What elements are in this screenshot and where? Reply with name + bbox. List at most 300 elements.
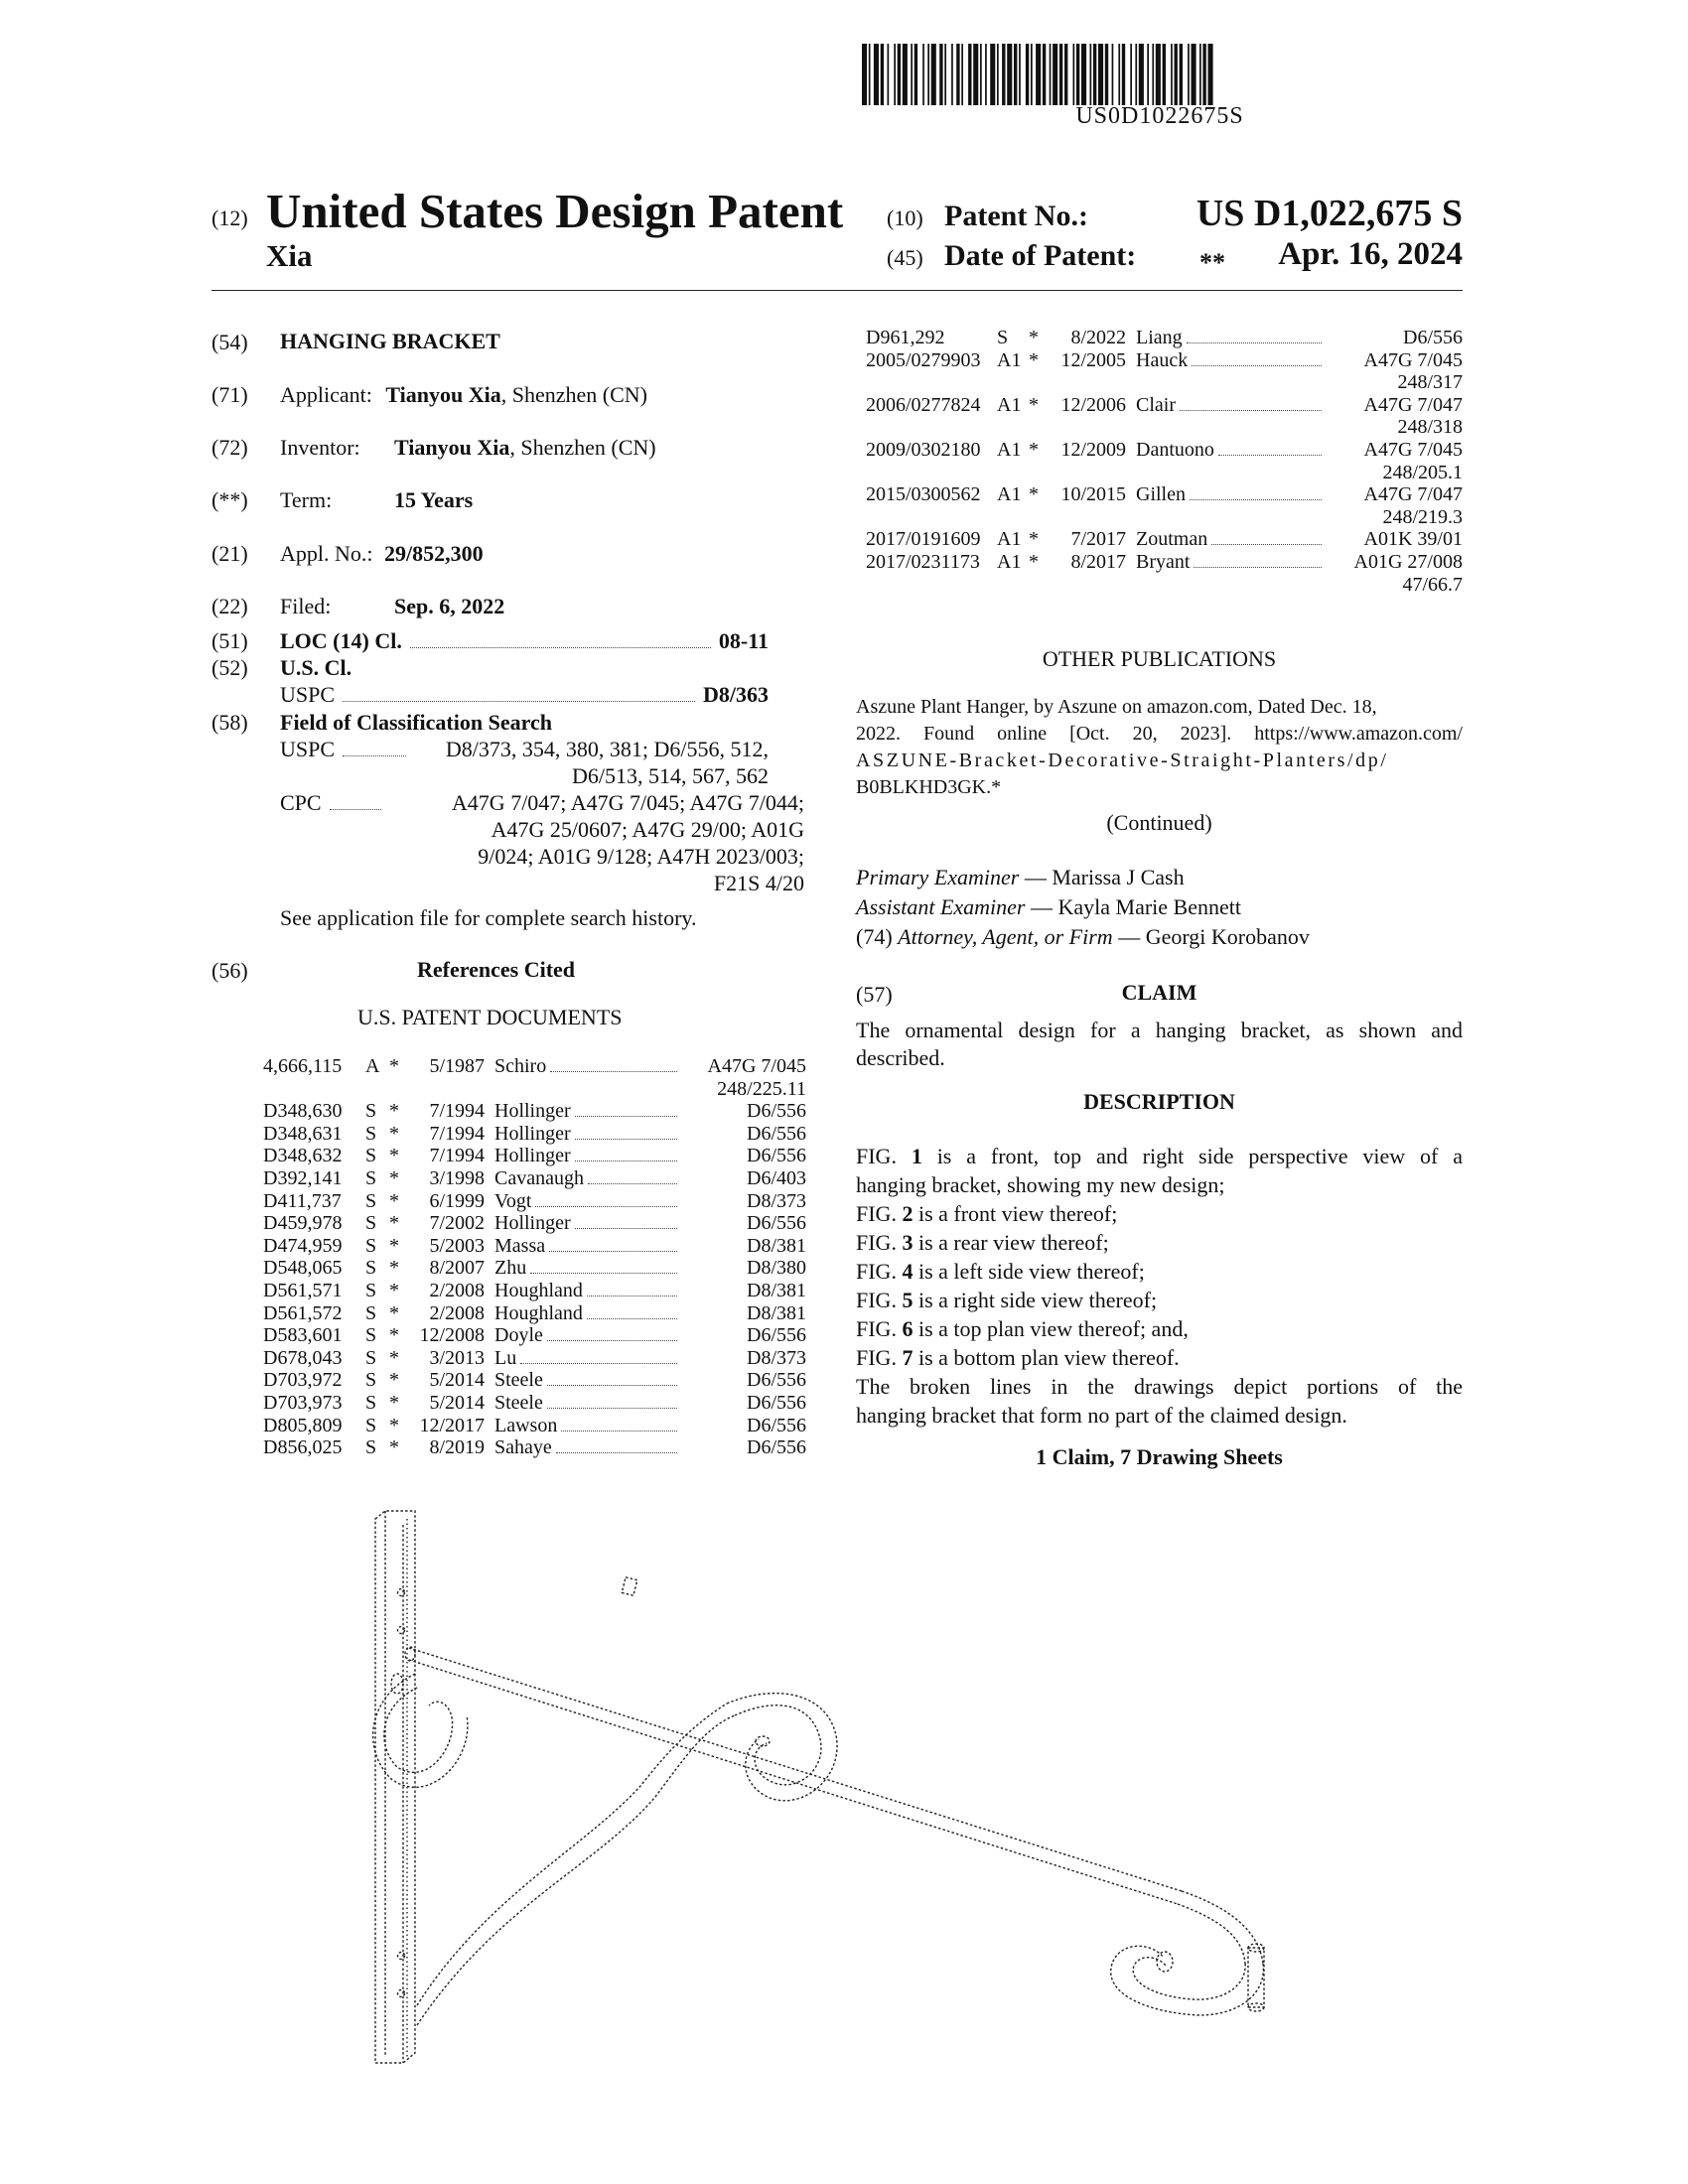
- ref-number: D474,959: [263, 1234, 343, 1257]
- barcode-bar: [894, 44, 896, 105]
- ref-name: Bryant: [1136, 550, 1191, 573]
- other-pubs-line: Aszune Plant Hanger, by Aszune on amazon.com, Dated Dec. 18,: [856, 696, 1377, 718]
- description-text: hanging bracket that form no part of the claimed design.: [856, 1403, 1347, 1428]
- scroll-brace: [373, 1577, 837, 2025]
- ref-name: Houghland: [494, 1301, 583, 1324]
- applicant-name: Tianyou Xia: [385, 382, 501, 407]
- fig-number: 6: [902, 1316, 914, 1341]
- ref-kind: S: [365, 1145, 377, 1167]
- claim-text: [856, 1017, 1463, 1072]
- ref-kind: S: [365, 1436, 377, 1459]
- ref-number: 2015/0300562: [866, 483, 981, 506]
- barcode-bar: [1053, 44, 1057, 105]
- ref-star: *: [389, 1100, 399, 1123]
- fig-number: 5: [902, 1288, 914, 1312]
- reference-row-continued: [866, 506, 1463, 529]
- ref-star: *: [389, 1055, 399, 1077]
- ref-class: D6/403: [747, 1166, 806, 1189]
- ref-name-cell: [494, 1257, 681, 1280]
- loc-label: LOC (14) Cl.: [280, 628, 402, 653]
- ref-star: *: [389, 1234, 399, 1257]
- description-body: [856, 1142, 1463, 1430]
- ref-name: Liang: [1136, 327, 1183, 348]
- reference-row: [263, 1369, 806, 1392]
- hanging-bracket-drawing: [357, 1489, 1291, 2085]
- barcode-bar: [973, 44, 978, 105]
- barcode-bar: [862, 44, 867, 105]
- ref-name-cell: [494, 1235, 681, 1258]
- filed-label: Filed:: [280, 594, 332, 618]
- uscl-code: (52): [211, 655, 248, 680]
- ref-name-cell: [1136, 483, 1326, 506]
- ref-date: 5/2014: [429, 1391, 485, 1414]
- term-label: Term:: [280, 487, 333, 512]
- ref-name: Hollinger: [494, 1122, 571, 1145]
- barcode-bar: [1202, 44, 1205, 105]
- ref-star: *: [389, 1369, 399, 1392]
- barcode-bar: [1199, 44, 1201, 105]
- claim-code: (57): [856, 982, 893, 1007]
- barcode-bar: [1098, 44, 1103, 105]
- ref-kind: S: [365, 1212, 377, 1235]
- ref-date: 5/1987: [429, 1055, 485, 1077]
- ref-star: *: [1029, 393, 1039, 416]
- ref-name: Steele: [494, 1369, 543, 1392]
- ref-star: *: [389, 1324, 399, 1347]
- field-cpc-label: CPC: [280, 790, 322, 815]
- barcode-bar: [1112, 44, 1114, 105]
- ref-name-cell: [494, 1415, 681, 1437]
- ref-kind: S: [365, 1324, 377, 1347]
- other-pubs-line: B0BLKHD3GK.*: [856, 776, 1002, 798]
- reference-row: [866, 327, 1463, 349]
- ref-date: 6/1999: [429, 1189, 485, 1212]
- ref-name-cell: [494, 1212, 681, 1235]
- ref-date: 8/2019: [429, 1436, 485, 1459]
- barcode-bar: [1180, 44, 1183, 105]
- ref-number: D348,632: [263, 1145, 343, 1167]
- ref-star: *: [1029, 327, 1039, 348]
- reference-row: [866, 349, 1463, 372]
- ref-number: 2006/0277824: [866, 393, 981, 416]
- reference-row: [866, 528, 1463, 551]
- claims-summary: 1 Claim, 7 Drawing Sheets: [1036, 1444, 1283, 1469]
- ref-kind: S: [365, 1257, 377, 1280]
- barcode-bar: [1036, 44, 1041, 105]
- barcode-bar: [1081, 44, 1086, 105]
- ref-kind: S: [365, 1346, 377, 1369]
- field-note: See application file for complete search history.: [280, 905, 697, 930]
- ref-star: *: [389, 1301, 399, 1324]
- assistant-examiner-label: Assistant Examiner: [856, 894, 1026, 919]
- description-line: [856, 1372, 1463, 1401]
- ref-kind: A: [365, 1055, 380, 1077]
- ref-name-cell: [494, 1369, 681, 1392]
- ref-number: D961,292: [866, 327, 945, 348]
- reference-row-continued: [866, 462, 1463, 484]
- ref-date: 2/2008: [429, 1301, 485, 1324]
- invention-title: HANGING BRACKET: [280, 329, 500, 353]
- ref-kind: S: [365, 1189, 377, 1212]
- claim-line: described.: [856, 1045, 945, 1070]
- fig-caption: is a front view thereof;: [913, 1201, 1118, 1226]
- ref-date: 5/2014: [429, 1369, 485, 1392]
- field-cpc-row: [280, 789, 804, 817]
- ref-class: D8/373: [747, 1189, 806, 1212]
- description-line: [856, 1228, 1463, 1257]
- field-label: Field of Classification Search: [280, 710, 552, 735]
- barcode-bar: [1135, 44, 1137, 105]
- ref-date: 7/2017: [1070, 528, 1126, 551]
- fig-prefix: FIG.: [856, 1345, 903, 1370]
- top-arm: [405, 1647, 1263, 1964]
- right-refs-table: [866, 327, 1463, 596]
- hook-end: [1111, 1944, 1264, 2015]
- ref-number: D561,571: [263, 1279, 343, 1301]
- attorney-label: Attorney, Agent, or Firm: [898, 924, 1113, 949]
- fig-prefix: FIG.: [856, 1201, 903, 1226]
- barcode-bar: [1105, 44, 1108, 105]
- barcode-bar: [881, 44, 884, 105]
- ref-name: Sahaye: [494, 1436, 552, 1459]
- patent-no-label: Patent No.:: [944, 200, 1088, 232]
- description-text: hanging bracket, showing my new design;: [856, 1172, 1225, 1197]
- barcode-bar: [1076, 44, 1079, 105]
- reference-row: [263, 1055, 806, 1078]
- ref-date: 7/1994: [429, 1145, 485, 1167]
- barcode-bar: [903, 44, 908, 105]
- barcode-bar: [1007, 44, 1012, 105]
- assistant-examiner-name: — Kayla Marie Bennett: [1031, 894, 1241, 919]
- ref-number: D703,973: [263, 1391, 343, 1414]
- barcode-bar: [1152, 44, 1154, 105]
- ref-star: *: [389, 1145, 399, 1167]
- ref-class: D6/556: [747, 1414, 806, 1436]
- ref-name: Hauck: [1136, 348, 1189, 371]
- ref-name-cell: [494, 1436, 681, 1459]
- ref-class: A47G 7/045: [707, 1055, 806, 1077]
- inventor-surname: Xia: [266, 238, 313, 273]
- ref-name-cell: [494, 1324, 681, 1347]
- ref-name: Schiro: [494, 1055, 547, 1077]
- reference-row: [263, 1123, 806, 1146]
- ref-kind: S: [365, 1122, 377, 1145]
- reference-row: [263, 1190, 806, 1213]
- ref-date: 2/2008: [429, 1279, 485, 1301]
- field-uspc-2: D6/513, 514, 567, 562: [572, 763, 769, 788]
- reference-row: [263, 1280, 806, 1302]
- ref-date: 8/2007: [429, 1257, 485, 1280]
- ref-number: 2009/0302180: [866, 438, 981, 461]
- fig-prefix: FIG.: [856, 1316, 903, 1341]
- barcode-bar: [1093, 44, 1096, 105]
- ref-star: *: [389, 1212, 399, 1235]
- ref-class-secondary: 248/205.1: [1382, 461, 1463, 483]
- ref-name: Zoutman: [1136, 528, 1208, 551]
- description-line: [856, 1286, 1463, 1314]
- barcode-bar: [888, 44, 890, 105]
- inventor-row: [394, 434, 656, 462]
- reference-row: [866, 551, 1463, 574]
- ref-class: D6/556: [747, 1100, 806, 1123]
- reference-row: [263, 1324, 806, 1347]
- barcode-bar: [898, 44, 901, 105]
- refs-code: (56): [211, 958, 248, 983]
- ref-star: *: [1029, 550, 1039, 573]
- ref-name-cell: [494, 1100, 681, 1123]
- ref-number: D805,809: [263, 1414, 343, 1436]
- ref-number: 2017/0231173: [866, 550, 980, 573]
- ref-name-cell: [1136, 394, 1326, 417]
- barcode-bar: [939, 44, 942, 105]
- barcode-bar: [951, 44, 953, 105]
- field-uspc-1: D8/373, 354, 380, 381; D6/556, 512,: [445, 737, 769, 761]
- ref-star: *: [389, 1166, 399, 1189]
- ref-kind: A1: [997, 550, 1022, 573]
- reference-row: [263, 1415, 806, 1437]
- ref-name: Houghland: [494, 1279, 583, 1301]
- ref-kind: S: [365, 1301, 377, 1324]
- uspc-row: [280, 681, 769, 709]
- ref-star: *: [389, 1414, 399, 1436]
- ref-name: Hollinger: [494, 1212, 571, 1235]
- loc-value: 08-11: [718, 628, 769, 653]
- ref-name-cell: [1136, 528, 1326, 551]
- ref-name: Clair: [1136, 393, 1176, 416]
- uspc-value: D8/363: [703, 682, 769, 707]
- ref-date: 7/1994: [429, 1100, 485, 1123]
- fig-prefix: FIG.: [856, 1230, 903, 1255]
- ref-class: A47G 7/045: [1363, 438, 1463, 461]
- barcode-bar: [985, 44, 987, 105]
- primary-examiner-label: Primary Examiner: [856, 865, 1020, 889]
- ref-date: 3/2013: [429, 1346, 485, 1369]
- field-cpc-1: A47G 7/047; A47G 7/045; A47G 7/044;: [451, 790, 804, 815]
- ref-class: A47G 7/047: [1363, 393, 1463, 416]
- field-code: (58): [211, 710, 248, 735]
- ref-number: D856,025: [263, 1436, 343, 1459]
- field-cpc-3: 9/024; A01G 9/128; A47H 2023/003;: [478, 844, 804, 869]
- barcode-bar: [911, 44, 913, 105]
- ref-star: *: [1029, 483, 1039, 506]
- fig-prefix: FIG.: [856, 1259, 903, 1284]
- applicant-code: (71): [211, 382, 248, 407]
- ref-number: D703,972: [263, 1369, 343, 1392]
- reference-row: [866, 394, 1463, 417]
- appl-row: [280, 540, 484, 568]
- reference-row: [263, 1257, 806, 1280]
- ref-star: *: [1029, 528, 1039, 551]
- fig-caption: is a top plan view thereof; and,: [913, 1316, 1189, 1341]
- barcode-bar: [997, 44, 999, 105]
- ref-class: D8/381: [747, 1301, 806, 1324]
- ref-kind: S: [365, 1369, 377, 1392]
- ref-number: 4,666,115: [263, 1055, 343, 1077]
- ref-class: D6/556: [747, 1369, 806, 1392]
- barcode-bar: [1171, 44, 1173, 105]
- ref-star: *: [389, 1346, 399, 1369]
- ref-name: Hollinger: [494, 1145, 571, 1167]
- ref-date: 12/2006: [1060, 393, 1126, 416]
- ref-date: 3/1998: [429, 1166, 485, 1189]
- refs-title: References Cited: [417, 957, 576, 982]
- ref-class: D6/556: [1403, 327, 1463, 348]
- loc-row: [280, 627, 769, 655]
- barcode-bar: [1002, 44, 1005, 105]
- ref-date: 12/2005: [1060, 348, 1126, 371]
- barcode-bar: [1122, 44, 1125, 105]
- ref-name: Vogt: [494, 1189, 532, 1212]
- reference-row: [263, 1392, 806, 1415]
- ref-class: A01K 39/01: [1363, 528, 1463, 551]
- ref-class-secondary: 248/317: [1397, 371, 1463, 394]
- reference-row-continued: [866, 574, 1463, 597]
- inventor-label: Inventor:: [280, 435, 360, 460]
- ref-class: D6/556: [747, 1436, 806, 1459]
- description-text: The broken lines in the drawings depict portions of the: [856, 1374, 1463, 1399]
- ref-star: *: [1029, 348, 1039, 371]
- barcode-bar: [922, 44, 924, 105]
- ref-number: D392,141: [263, 1166, 343, 1189]
- ref-name-cell: [494, 1280, 681, 1302]
- ref-date: 8/2022: [1070, 327, 1126, 348]
- reference-row: [263, 1235, 806, 1258]
- uscl-label: U.S. Cl.: [280, 655, 352, 680]
- us-patent-docs-table: [263, 1055, 806, 1459]
- ref-name-cell: [1136, 551, 1326, 574]
- ref-star: *: [389, 1279, 399, 1301]
- fig-caption: is a rear view thereof;: [913, 1230, 1109, 1255]
- ref-class: A47G 7/047: [1363, 483, 1463, 506]
- barcode-bar: [980, 44, 982, 105]
- other-pubs-line: ASZUNE-Bracket-Decorative-Straight-Planters/dp/: [856, 750, 1389, 771]
- fig-number: 7: [902, 1345, 914, 1370]
- patent-number: US D1,022,675 S: [1196, 193, 1463, 234]
- ref-kind: S: [365, 1391, 377, 1414]
- barcode-bar: [1073, 44, 1075, 105]
- fig-number: 2: [902, 1201, 914, 1226]
- ref-number: D548,065: [263, 1257, 343, 1280]
- ref-class: D8/373: [747, 1346, 806, 1369]
- field-cpc-2: A47G 25/0607; A47G 29/00; A01G: [491, 817, 804, 842]
- ref-kind: S: [997, 327, 1009, 348]
- ref-name-cell: [494, 1347, 681, 1370]
- ref-name: Gillen: [1136, 483, 1186, 506]
- reference-row: [263, 1212, 806, 1235]
- barcode-bar: [1130, 44, 1132, 105]
- ref-name: Lawson: [494, 1414, 558, 1436]
- applicant-label: Applicant:: [280, 382, 372, 407]
- fig-prefix: FIG.: [856, 1288, 903, 1312]
- loc-code: (51): [211, 628, 248, 653]
- ref-name-cell: [1136, 439, 1326, 462]
- ref-star: *: [1029, 438, 1039, 461]
- ref-class: A01G 27/008: [1353, 550, 1463, 573]
- description-line: [856, 1343, 1463, 1372]
- barcode-bar: [927, 44, 929, 105]
- ref-date: 10/2015: [1060, 483, 1126, 506]
- barcode-bar: [1090, 44, 1092, 105]
- reference-row: [263, 1100, 806, 1123]
- barcode-bar: [1175, 44, 1178, 105]
- reference-row-continued: [866, 371, 1463, 394]
- ref-kind: S: [365, 1166, 377, 1189]
- ref-class: A47G 7/045: [1363, 348, 1463, 371]
- applicant-row: [280, 381, 647, 409]
- description-title: DESCRIPTION: [1083, 1089, 1235, 1114]
- doc-type-code: (12): [211, 205, 248, 230]
- ref-star: *: [389, 1122, 399, 1145]
- ref-class: D6/556: [747, 1145, 806, 1167]
- barcode-bar: [869, 44, 871, 105]
- appl-number: 29/852,300: [384, 541, 484, 566]
- attorney-row: [856, 923, 1310, 951]
- ref-name: Massa: [494, 1234, 546, 1257]
- continued-note: (Continued): [1106, 810, 1212, 835]
- term-code: (**): [211, 487, 248, 512]
- barcode-bar: [944, 44, 946, 105]
- reference-row: [263, 1347, 806, 1370]
- ref-class: D6/556: [747, 1391, 806, 1414]
- ref-name-cell: [494, 1392, 681, 1415]
- barcode-bar: [1139, 44, 1144, 105]
- fig-prefix: FIG.: [856, 1144, 912, 1168]
- us-docs-title: U.S. PATENT DOCUMENTS: [357, 1005, 623, 1029]
- date-label: Date of Patent:: [944, 239, 1137, 272]
- ref-number: D583,601: [263, 1324, 343, 1347]
- reference-row: [263, 1436, 806, 1459]
- barcode-bar: [1064, 44, 1067, 105]
- ref-name-cell: [494, 1123, 681, 1146]
- other-pubs-line: 2022. Found online [Oct. 20, 2023]. https://www.amazon.com/: [856, 723, 1463, 745]
- ref-name: Doyle: [494, 1324, 543, 1347]
- applicant-location: , Shenzhen (CN): [500, 382, 647, 407]
- ref-kind: A1: [997, 528, 1022, 551]
- ref-kind: A1: [997, 393, 1022, 416]
- barcode-bar: [961, 44, 963, 105]
- barcode-bar: [1014, 44, 1017, 105]
- ref-number: D348,631: [263, 1122, 343, 1145]
- barcode-bar: [1050, 44, 1052, 105]
- barcode-bar: [1163, 44, 1166, 105]
- description-line: [856, 1170, 1463, 1199]
- uspc-label: USPC: [280, 682, 336, 707]
- ref-date: 12/2017: [419, 1414, 485, 1436]
- description-line: [856, 1401, 1463, 1430]
- filed-date: Sep. 6, 2022: [394, 594, 505, 618]
- reference-row-continued: [866, 416, 1463, 439]
- field-uspc-row: [280, 736, 769, 763]
- header-divider: [211, 290, 1463, 291]
- ref-date: 5/2003: [429, 1234, 485, 1257]
- attorney-name: — Georgi Korobanov: [1118, 924, 1310, 949]
- ref-name-cell: [494, 1190, 681, 1213]
- ref-name-cell: [494, 1167, 681, 1190]
- ref-name: Steele: [494, 1391, 543, 1414]
- barcode-bar: [1147, 44, 1149, 105]
- other-pubs-title: OTHER PUBLICATIONS: [1042, 646, 1277, 671]
- barcode-bar: [1031, 44, 1033, 105]
- ref-class-secondary: 248/219.3: [1382, 505, 1463, 528]
- ref-name: Hollinger: [494, 1100, 571, 1123]
- filed-code: (22): [211, 594, 248, 618]
- ref-name: Zhu: [494, 1257, 527, 1280]
- doc-title: United States Design Patent: [266, 184, 844, 238]
- ref-class-secondary: 47/66.7: [1402, 573, 1463, 596]
- ref-name: Cavanaugh: [494, 1166, 584, 1189]
- ref-name-cell: [494, 1055, 681, 1078]
- ref-number: D411,737: [263, 1189, 342, 1212]
